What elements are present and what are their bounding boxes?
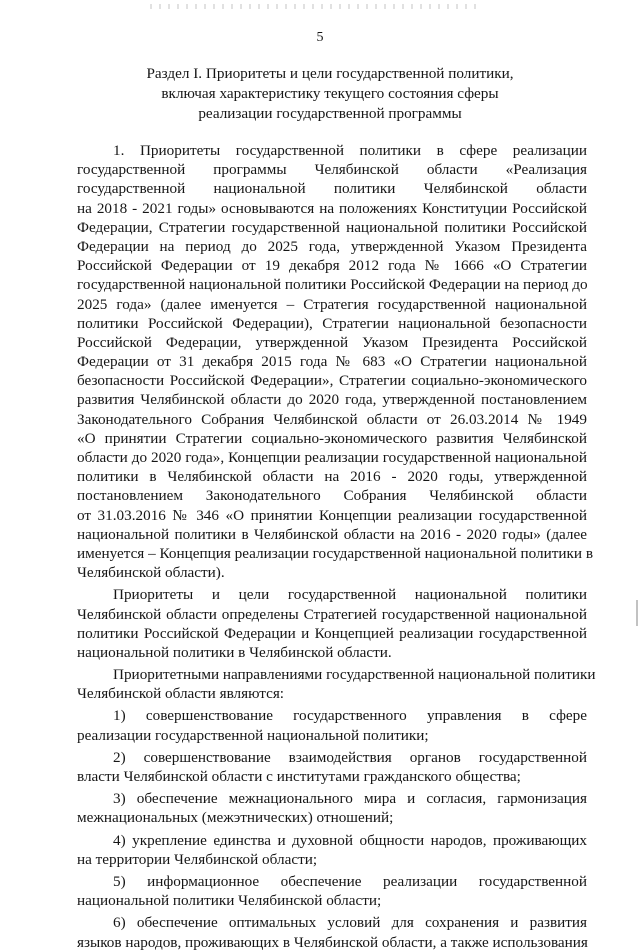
paragraph-line: власти Челябинской области с институтами гражданского общества;	[77, 768, 521, 785]
paragraph-line: реализации государственной национальной политики;	[77, 726, 429, 744]
paragraph-line: 3) обеспечение межнационального мира и согласия, гармонизация	[113, 790, 587, 808]
paragraph-line: национальной политики Челябинской области;	[77, 892, 382, 910]
paragraph-line: 2025 года» (далее именуется – Стратегия государственной национальной	[77, 295, 587, 313]
paragraph-line: государственной национальной политики Челябинской области	[77, 180, 587, 198]
paragraph-line: 5) информационное обеспечение реализации государственной	[113, 872, 587, 890]
paragraph-line: 6) обеспечение оптимальных условий для сохранения и развития	[113, 914, 587, 932]
paragraph-line: от 31.03.2016 № 346 «О принятии Концепции реализации государственной	[77, 506, 587, 524]
paragraph	[77, 748, 587, 786]
heading-line: реализации государственной программы	[198, 105, 462, 122]
section-heading	[90, 64, 570, 124]
paragraph	[77, 706, 587, 744]
paragraph-line: развития Челябинской области до 2020 года, утвержденной постановлением	[77, 391, 587, 409]
paragraph-line: 1) совершенствование государственного управления в сфере	[113, 707, 587, 725]
paragraph-line: постановлением Законодательного Собрания Челябинской области	[77, 487, 587, 505]
paragraph-line: Российской Федерации, утвержденной Указом Президента Российской	[77, 333, 587, 351]
paragraph-line: межнациональных (межэтнических) отношений;	[77, 809, 394, 827]
paragraph	[77, 789, 587, 827]
paragraph-line: 4) укрепление единства и духовной общности народов, проживающих	[113, 831, 587, 849]
paragraph-line: Челябинской области).	[77, 564, 225, 582]
scan-artifact	[150, 4, 480, 9]
paragraph	[77, 585, 587, 662]
paragraph-line: безопасности Российской Федерации», Стратегии социально-экономического	[77, 372, 587, 390]
paragraph-line: на территории Челябинской области;	[77, 850, 318, 868]
paragraph-line: именуется – Концепция реализации государственной национальной политики в	[77, 544, 594, 562]
paragraph-line: области до 2020 года», Концепции реализации государственной национальной	[77, 449, 587, 466]
paragraph	[77, 141, 594, 582]
paragraph-line: 2) совершенствование взаимодействия органов государственной	[113, 748, 587, 766]
margin-mark	[636, 600, 638, 626]
paragraph	[77, 913, 587, 951]
paragraph-line: политики Российской Федерации и Концепцией реализации государственной	[77, 624, 587, 642]
paragraph-line: языков народов, проживающих в Челябинской области, а также использования	[77, 933, 588, 951]
paragraph-line: Приоритеты и цели государственной национальной политики	[113, 586, 587, 604]
paragraph-line: на 2018 - 2021 годы» основываются на положениях Конституции Российской	[77, 199, 587, 217]
paragraph-line: Федерации от 31 декабря 2015 года № 683 «О Стратегии национальной	[77, 353, 587, 371]
paragraph-line: национальной политики в Челябинской области.	[77, 643, 392, 661]
paragraph-line: «О принятии Стратегии социально-экономического развития Челябинской	[77, 429, 587, 447]
paragraph-line: Приоритетными направлениями государственной национальной политики	[113, 666, 596, 684]
heading-line: включая характеристику текущего состояния сферы	[161, 85, 499, 102]
paragraph-line: государственной национальной политики Российской Федерации на период до	[77, 276, 588, 294]
paragraph-line: Федерации, Стратегии государственной национальной политики Российской	[77, 218, 587, 236]
paragraph-line: государственной программы Челябинской области «Реализация	[77, 161, 587, 179]
paragraph-line: Челябинской области являются:	[77, 685, 285, 703]
paragraph-line: политики Российской Федерации), Стратегии национальной безопасности	[77, 314, 587, 332]
body-text	[77, 141, 596, 952]
paragraph-line: 1. Приоритеты государственной политики в сфере реализации	[113, 142, 587, 159]
page-number: 5	[316, 30, 324, 45]
paragraph	[77, 831, 587, 869]
heading-line: Раздел I. Приоритеты и цели государственной политики,	[146, 65, 514, 82]
paragraph	[77, 665, 596, 703]
paragraph-line: Российской Федерации от 19 декабря 2012 года № 1666 «О Стратегии	[77, 257, 587, 275]
paragraph-line: Законодательного Собрания Челябинской области от 26.03.2014 № 1949	[77, 410, 587, 428]
paragraph-line: политики в Челябинской области на 2016 - 2020 годы, утвержденной	[77, 468, 587, 486]
paragraph-line: Федерации на период до 2025 года, утвержденной Указом Президента	[77, 237, 587, 255]
paragraph-line: национальной политики в Челябинской области на 2016 - 2020 годы» (далее	[77, 525, 587, 543]
paragraph-line: Челябинской области определены Стратегией государственной национальной	[77, 605, 587, 623]
